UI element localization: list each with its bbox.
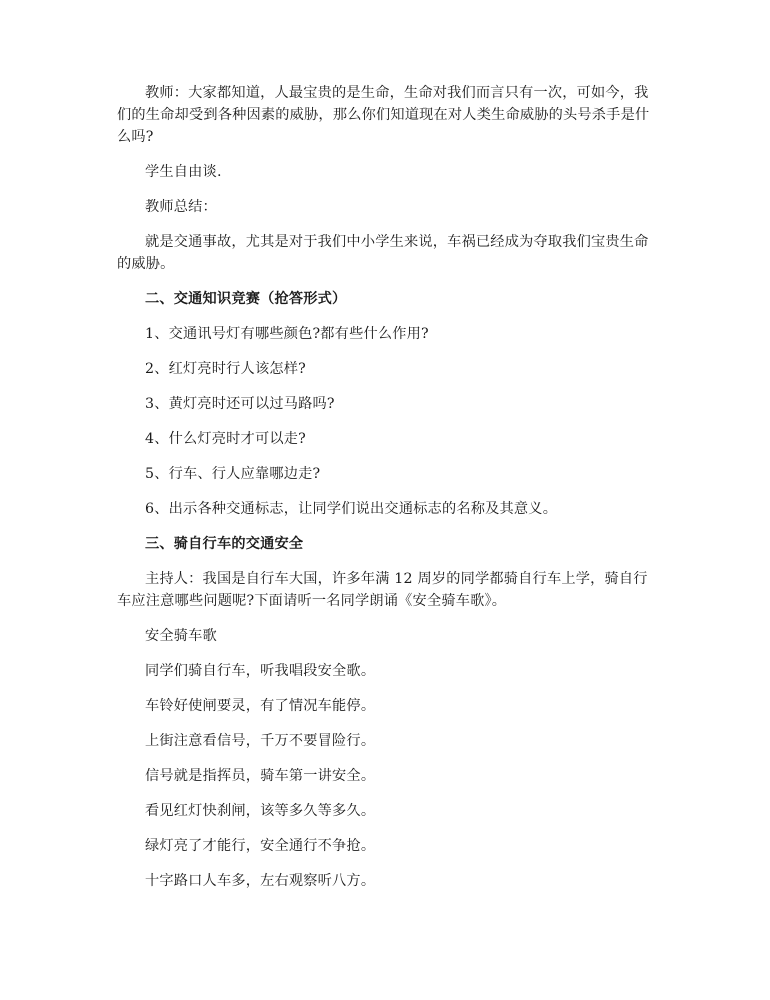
- poem-line: 信号就是指挥员，骑车第一讲安全。: [145, 768, 376, 784]
- poem-line: 看见红灯快刹闸，该等多久等多久。: [145, 803, 376, 819]
- poem-line: 同学们骑自行车，听我唱段安全歌。: [145, 663, 376, 679]
- paragraph-student-discussion: 学生自由谈.: [145, 164, 222, 180]
- document-page: [117, 82, 657, 892]
- quiz-question-5: 5、行车、行人应靠哪边走?: [145, 466, 321, 482]
- paragraph-teacher-question: 教师：大家都知道，人最宝贵的是生命，生命对我们而言只有一次，可如今，我们的生命却受到各种因素的威胁，那么你们知道现在对人类生命威胁的头号杀手是什么吗?: [117, 85, 650, 145]
- poem-line: 上街注意看信号，千万不要冒险行。: [145, 733, 376, 749]
- quiz-question-3: 3、黄灯亮时还可以过马路吗?: [145, 396, 335, 412]
- poem-title: 安全骑车歌: [145, 628, 217, 644]
- quiz-question-2: 2、红灯亮时行人该怎样?: [145, 361, 306, 377]
- poem-line: 车铃好使闸要灵，有了情况车能停。: [145, 698, 376, 714]
- quiz-question-6: 6、出示各种交通标志，让同学们说出交通标志的名称及其意义。: [145, 501, 558, 517]
- poem-line: 绿灯亮了才能行，安全通行不争抢。: [145, 838, 376, 854]
- section-heading-quiz: 二、交通知识竞赛（抢答形式）: [145, 291, 347, 307]
- paragraph-host-intro: 主持人：我国是自行车大国，许多年满 12 周岁的同学都骑自行车上学，骑自行车应注意哪些问题呢?下面请听一名同学朗诵《安全骑车歌》。: [117, 571, 648, 609]
- section-heading-bicycle-safety: 三、骑自行车的交通安全: [145, 536, 304, 552]
- paragraph-teacher-summary: 就是交通事故，尤其是对于我们中小学生来说，车祸已经成为夺取我们宝贵生命的威胁。: [117, 234, 649, 272]
- quiz-question-1: 1、交通讯号灯有哪些颜色?都有些什么作用?: [145, 326, 429, 342]
- paragraph-teacher-summary-label: 教师总结：: [145, 199, 217, 215]
- poem-line: 十字路口人车多，左右观察听八方。: [145, 873, 376, 889]
- quiz-question-4: 4、什么灯亮时才可以走?: [145, 431, 306, 447]
